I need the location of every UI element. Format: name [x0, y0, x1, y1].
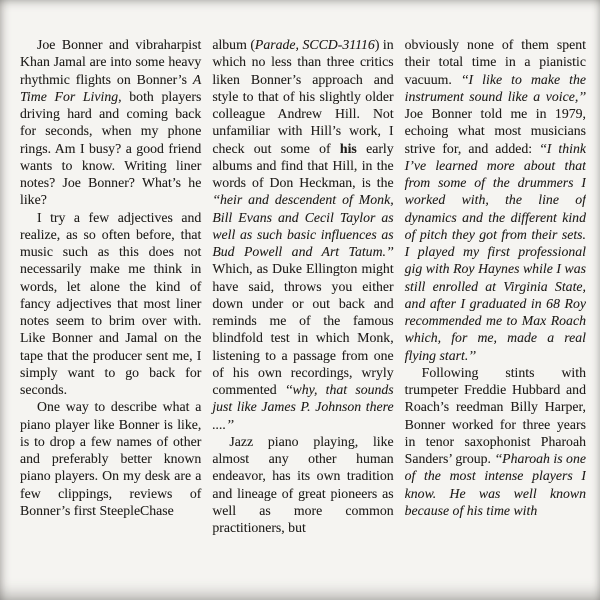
text-run: , both players driving hard and coming back for seconds, when my phone rings. Am I busy? a good friend wants to know. Writing liner notes? Joe Bonner? What’s he like? — [20, 88, 202, 208]
paragraph — [212, 36, 393, 433]
text-run: A Time For Living — [20, 71, 202, 104]
paragraph — [20, 209, 201, 399]
text-run: ‘‘I think I’ve learned more about that from some of the drummers I worked with, the line of dynamics and the different kind of pitch they got from their sets. I played my first professional gig with Roy Haynes while I was still enrolled at Virginia State, and after I graduated in 68 Roy recommended me to Max Roach which, for me, made a real flying start.’’ — [404, 140, 586, 363]
text-run: Following stints with trumpeter Freddie Hubbard and Roach’s reedman Billy Harper, Bonner worked for three years in tenor saxophonist Pharoah Sanders’ group. — [404, 364, 586, 466]
text-run: Which, as Duke Ellington might have said, throws you either down under or out back and reminds me of the famous blindfold test in which Monk, listening to a passage from one of his own recordings, wryly commented — [212, 261, 394, 397]
text-run: One way to describe what a piano player like Bonner is like, is to drop a few names of other and preferably better known piano players. On my desk are a few clippings, reviews of Bonner’s first SteepleChase — [20, 399, 202, 518]
paragraph — [405, 36, 586, 364]
paragraph — [405, 364, 586, 519]
text-column-2 — [212, 36, 393, 588]
text-run: ‘‘Pharoah is one of the most intense players I know. He was well known because of his time with — [404, 451, 586, 518]
text-run: Jazz piano playing, like almost any other human endeavor, has its own tradition and lineage of great pioneers as well as more common practitioners, but — [212, 433, 394, 535]
paragraph — [212, 433, 393, 537]
text-run: Joe Bonner and vibraharpist Khan Jamal are into some heavy rhythmic flights on Bonner’s — [20, 37, 202, 87]
text-run: Joe Bonner told me in 1979, echoing what most musicians strive for, and added: — [404, 106, 586, 156]
text-run: Parade, SCCD-31116 — [254, 37, 375, 52]
text-run: I try a few adjectives and realize, as so often before, that music such as this does not necessarily make me think in words, let alone the kind of fancy adjectives that most liner notes seem to brim over with. Like Bonner and Jamal on the tape that the producer sent me, I simply want to go back for seconds. — [20, 209, 202, 397]
paragraph — [20, 36, 201, 209]
text-run: ‘‘why, that sounds just like James P. Johnson there ....’’ — [212, 382, 394, 432]
text-run: ‘‘I like to make the instrument sound like a voice,’’ — [404, 71, 586, 104]
text-run: ) in which no less than three critics liken Bonner’s approach and style to that of his slightly older colleague Andrew Hill. Not unfamiliar with Hill’s work, I check out some of — [212, 37, 394, 156]
text-column-3 — [405, 36, 586, 588]
text-run: album ( — [212, 37, 255, 52]
text-run: ‘‘heir and descendent of Monk, Bill Evans and Cecil Taylor as well as such basic influences as Bud Powell and Art Tatum.’’ — [212, 192, 394, 259]
text-column-1 — [20, 36, 201, 588]
text-run: his — [339, 140, 357, 156]
text-run: obviously none of them spent their total time in a pianistic vacuum. — [404, 37, 586, 87]
liner-notes-text-block — [20, 36, 586, 588]
text-run: early albums and find that Hill, in the words of Don Heckman, is the — [212, 140, 394, 190]
paragraph — [20, 398, 201, 519]
